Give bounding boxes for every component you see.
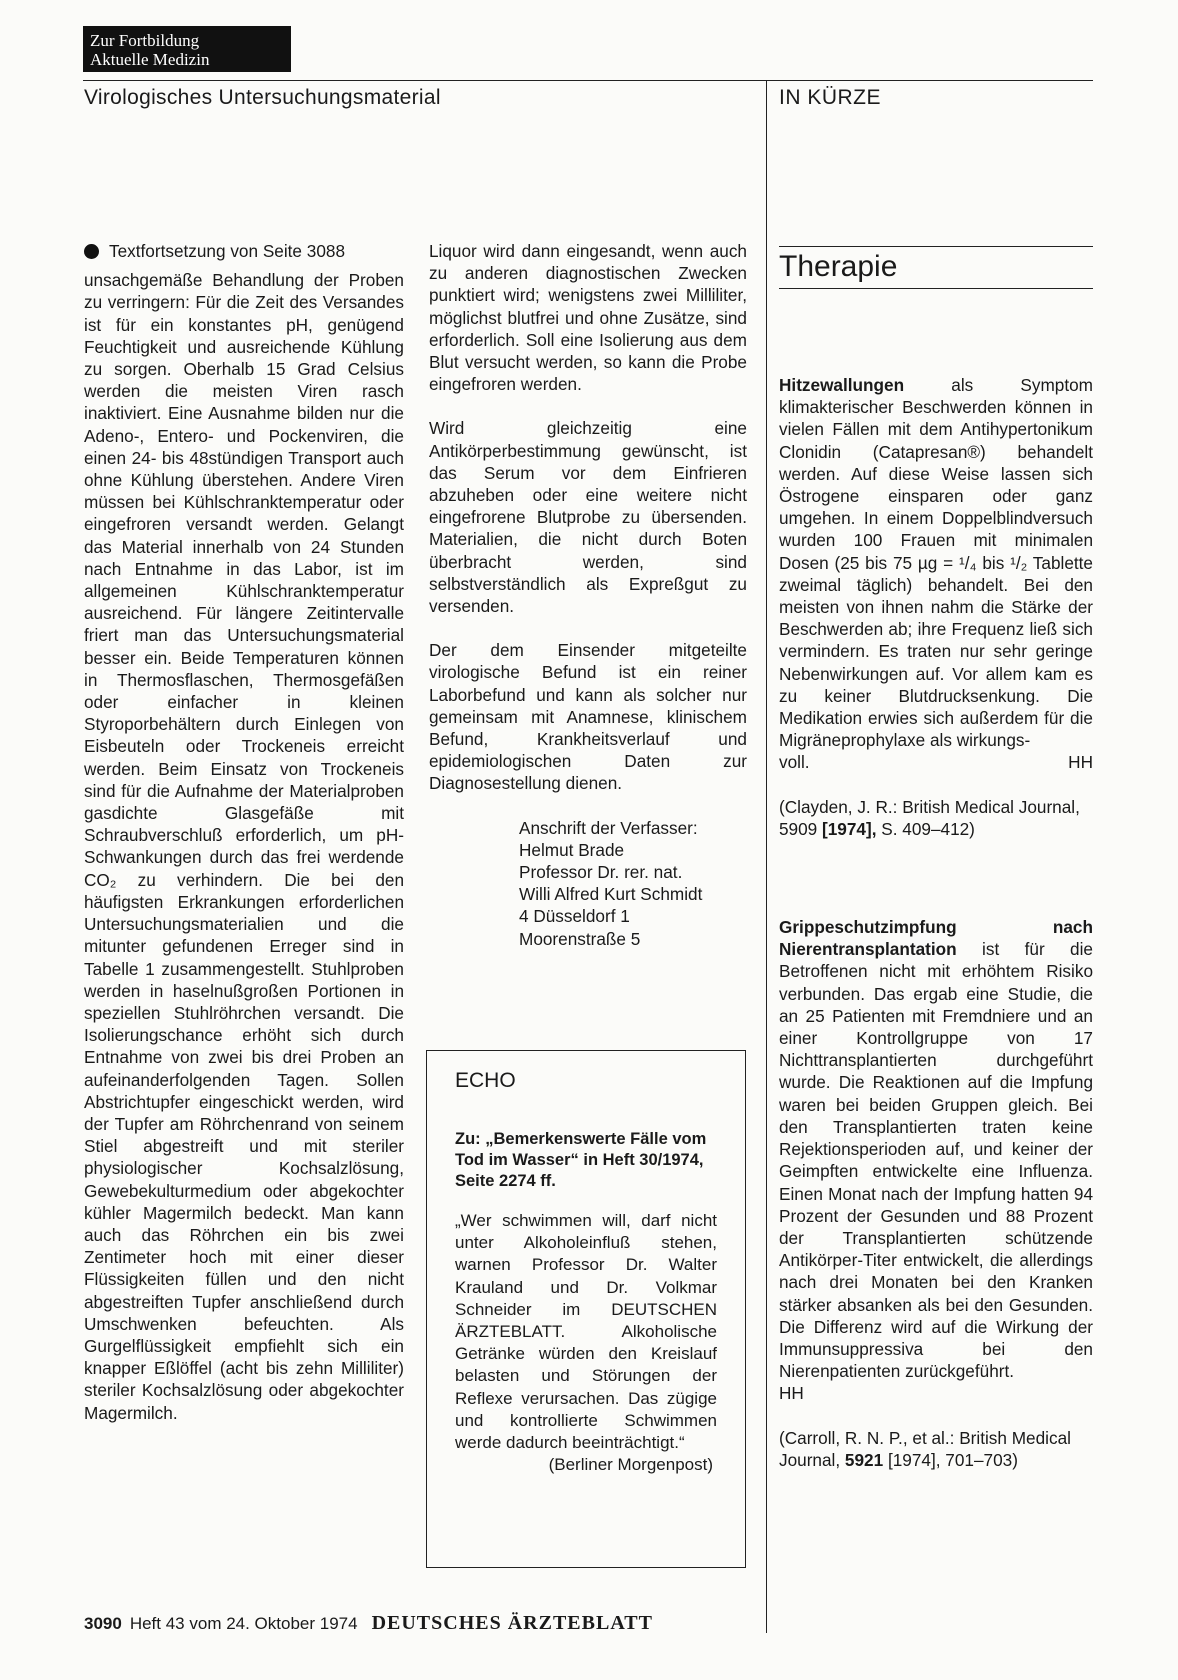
echo-quote: „Wer schwimmen will, darf nicht unter Alkoholeinfluß stehen, warnen Professor Dr. Walter Krauland und Dr. Volkmar Schneider im DEUTSCHEN ÄRZTEBLATT. Alkoholische Getränke würden den Kreislauf belasten und Störungen der Reflexe verursachen. Das zügige und kontrollierte Schwimmen werde dadurch beeinträchtigt.“ bbox=[455, 1211, 717, 1453]
column-divider bbox=[766, 80, 767, 1633]
section-label-line1: Zur Fortbildung bbox=[90, 31, 200, 50]
paragraph-befund: Der dem Einsender mitgeteilte virologische Befund ist ein reiner Laborbefund und kann als solcher nur gemeinsam mit Anamnese, klinischem Befund, Krankheitsverlauf und epidemiologischen Daten zur Diagnosestellung dienen. bbox=[429, 640, 747, 794]
news-signature: HH bbox=[779, 1383, 804, 1404]
ref-pages: [1974], 701–703) bbox=[883, 1449, 1018, 1470]
header-rule bbox=[83, 80, 1093, 81]
author-address bbox=[429, 817, 747, 950]
section-rule-top bbox=[779, 246, 1093, 247]
news-column bbox=[779, 374, 1093, 1471]
issue-info: Heft 43 vom 24. Oktober 1974 bbox=[129, 1614, 358, 1633]
paragraph-antikoerper: Wird gleichzeitig eine Antikörperbestimmung gewünscht, ist das Serum vor dem Einfrieren abzuheben oder eine weitere nicht eingefrorene Blutprobe zu übersenden. Materialien, die nicht durch Boten überbracht werden, sind selbstverständlich als Expreßgut zu versenden. bbox=[429, 418, 747, 617]
sidebar-title: IN KÜRZE bbox=[779, 86, 882, 109]
column-1-text: unsachgemäße Behandlung der Proben zu verringern: Für die Zeit des Versandes ist für ein konstantes pH, genügend Feuchtigkeit und ausreichende Kühlung zu sorgen. Oberhalb 15 Grad Celsius werden die meisten Viren rasch inaktiviert. Eine Ausnahme bilden nur die Adeno-, Entero- und Pockenviren, die einen 24- bis 48stündigen Transport auch ohne Kühlung überstehen. Andere Viren müssen bei Kühlschranktemperatur oder eingefroren versandt werden. Gelangt das Material innerhalb von 24 Stunden nach Entnahme in das Labor, ist im allgemeinen Kühlschranktemperatur ausreichend. Für längere Zeitintervalle friert man das Untersuchungsmaterial besser ein. Beide Temperaturen können in Thermosflaschen, Thermosgefäßen oder einfacher in kleinen Styroporbehältern durch Einlegen von Eisbeuteln oder Trockeneis erreicht werden. Beim Einsatz von Trockeneis sind für die Aufnahme der Materialproben gasdichte Glasgefäße mit Schraubverschluß erforderlich, um pH-Schwankungen durch das frei werdende CO₂ zu verhindern. Die bei den häufigsten Erkrankungen erforderlichen Untersuchungsmaterialien und die mitunter gefundenen Erreger sind in Tabelle 1 zusammengestellt. Stuhlproben werden in haselnußgroßen Portionen in speziellen Stuhlröhrchen versandt. Die Isolierungschance erhöht sich durch Entnahme von zwei bis drei Proben an aufeinanderfolgenden Tagen. Sollen Abstrichtupfer eingeschickt werden, wird der Tupfer am Röhrchenrand von seinem Stiel abgestreift und mit steriler physiologischer Kochsalzlösung, Gewebekulturmedium oder abgekochter kühler Magermilch bedeckt. Man kann auch das Röhrchen ein bis zwei Zentimeter hoch mit einer dieser Flüssigkeiten füllen und den nicht abgestreiften Tupfer anschließend durch Umschwenken befeuchten. Als Gurgelflüssigkeit empfiehlt sich ein knapper Eßlöffel (acht bis zehn Milliliter) steriler Kochsalzlösung oder abgekochter Magermilch. bbox=[84, 270, 404, 1423]
section-label-box bbox=[83, 26, 291, 72]
article-column-1 bbox=[84, 240, 404, 1424]
continuation-text: Textfortsetzung von Seite 3088 bbox=[109, 241, 345, 261]
news-grippeschutz bbox=[779, 916, 1093, 1382]
news-reference bbox=[779, 1427, 1093, 1471]
paragraph-liquor: Liquor wird dann eingesandt, wenn auch zu anderen diagnostischen Zwecken punktiert wird; wenigstens zwei Milliliter, möglichst blutfrei und ohne Zusätze, sind erforderlich. Soll eine Isolierung aus dem Blut versucht werden, so kann die Probe eingefroren werden. bbox=[429, 241, 747, 395]
article-title: Virologisches Untersuchungsmaterial bbox=[84, 86, 441, 109]
news-hitzewallungen bbox=[779, 374, 1093, 751]
address-line: Moorenstraße 5 bbox=[519, 928, 641, 949]
news-lead: Hitzewallungen bbox=[779, 375, 905, 395]
news-body: als Symptom klimakterischer Beschwerden können in vielen Fällen mit dem Antihypertonikum Clonidin (Catapresan®) behandelt werden. Auf diese Weise lassen sich Östrogene einsparen oder ganz umgehen. In einem Doppelblindversuch wurden 100 Frauen mit minimalen Dosen (25 bis 75 µg = ¹/₄ bis ¹/₂ Tablette zweimal täglich) behandelt. Bei den meisten von ihnen nahm die Stärke der Beschwerden ab; ihre Frequenz ließ sich vermindern. Es traten nur sehr geringe Nebenwirkungen auf. Vor allem kam es zu keiner Blutdrucksenkung. Die Medikation erwies sich außerdem für die Migräneprophylaxe als wirkungs- bbox=[779, 375, 1093, 751]
echo-title: ECHO bbox=[455, 1069, 516, 1092]
page-footer bbox=[84, 1612, 653, 1635]
news-body-end: voll. bbox=[779, 752, 810, 773]
echo-source: (Berliner Morgenpost) bbox=[548, 1455, 713, 1475]
echo-headline: Zu: „Bemerkenswerte Fälle vom Tod im Wasser“ in Heft 30/1974, Seite 2274 ff. bbox=[455, 1130, 707, 1190]
address-line: Helmut Brade bbox=[519, 839, 625, 860]
article-column-2 bbox=[429, 240, 747, 950]
news-lead: Grippeschutzimpfung nach Nierentransplantation bbox=[779, 917, 1093, 960]
news-signature: HH bbox=[1068, 752, 1093, 773]
address-line: Anschrift der Verfasser: bbox=[519, 817, 698, 838]
ref-text: (Clayden, J. R.: British Medical Journal, 5909 bbox=[779, 796, 1080, 839]
section-label-line2: Aktuelle Medizin bbox=[90, 50, 210, 69]
ref-pages: S. 409–412) bbox=[876, 818, 975, 839]
ref-year: [1974], bbox=[822, 818, 877, 839]
ref-text: (Carroll, R. N. P., et al.: British Medical Journal, bbox=[779, 1427, 1071, 1470]
journal-name: DEUTSCHES ÄRZTEBLATT bbox=[371, 1612, 653, 1634]
address-line: 4 Düsseldorf 1 bbox=[519, 906, 630, 927]
section-title: Therapie bbox=[779, 250, 898, 283]
address-line: Willi Alfred Kurt Schmidt bbox=[519, 884, 703, 905]
ref-volume: 5921 bbox=[844, 1449, 884, 1470]
news-reference bbox=[779, 796, 1093, 840]
continuation-note bbox=[84, 240, 404, 262]
address-line: Professor Dr. rer. nat. bbox=[519, 862, 683, 883]
news-body: ist für die Betroffenen nicht mit erhöhtem Risiko verbunden. Das ergab eine Studie, die an 25 Patienten mit Fremdniere und an einer Kontrollgruppe von 17 Nichttransplantierten durchgeführt wurde. Die Reaktionen auf die Impfung waren bei beiden Gruppen gleich. Bei den Transplantierten traten keine Rejektionsperioden auf, und keiner der Geimpften entwickelte eine Influenza. Einen Monat nach der Impfung hatten 94 Prozent der Gesunden und 88 Prozent der Transplantierten schützende Antikörper-Titer entwickelt, die allerdings nach drei Monaten bei den Kranken stärker absanken als bei den Gesunden. Die Differenz wird auf die Wirkung der Immunsuppressiva bei den Nierenpatienten zurückgeführt. bbox=[779, 939, 1093, 1382]
bullet-icon bbox=[84, 244, 99, 259]
echo-box bbox=[426, 1050, 746, 1568]
news-signature-line bbox=[779, 751, 1093, 773]
page-number: 3090 bbox=[84, 1614, 122, 1633]
section-rule-bottom bbox=[779, 288, 1093, 289]
